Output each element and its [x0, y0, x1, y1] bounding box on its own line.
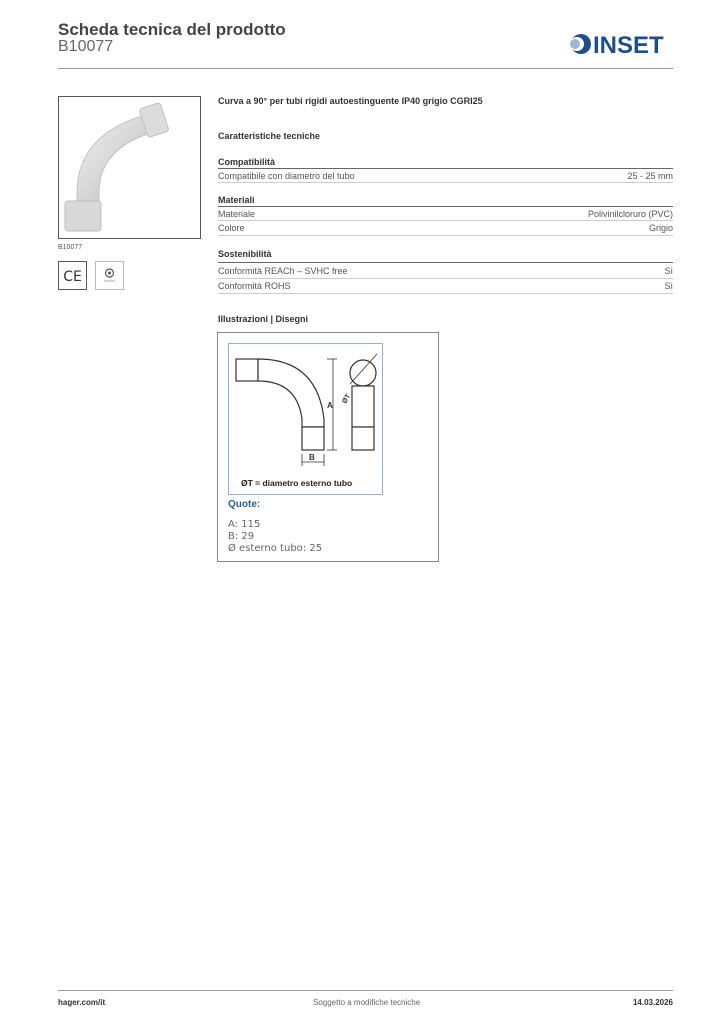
- spec-value: Sì: [664, 266, 673, 276]
- drawing-legend: ØT = diametro esterno tubo: [241, 478, 353, 488]
- page-title: Scheda tecnica del prodotto: [58, 20, 286, 39]
- specs-heading: Caratteristiche tecniche: [218, 131, 321, 141]
- spec-value: Polivinilcloruro (PVC): [587, 209, 673, 219]
- spec-label: Compatibile con diametro del tubo: [218, 171, 355, 181]
- row-divider: [218, 220, 673, 221]
- spec-label: Conformità REACh – SVHC free: [218, 266, 348, 276]
- section-divider: [218, 168, 673, 169]
- section-title-materials: Materiali: [218, 195, 255, 205]
- svg-text:CE: CE: [63, 269, 82, 285]
- drawing-frame: [228, 343, 383, 495]
- quote-line: B: 29: [228, 531, 255, 542]
- footer-date: 14.03.2026: [632, 998, 673, 1007]
- image-caption: B10077: [58, 244, 83, 251]
- illustrations-heading: Illustrazioni | Disegni: [218, 314, 309, 324]
- header-divider: [58, 68, 673, 69]
- spec-value: Sì: [664, 281, 673, 291]
- spec-label: Colore: [218, 223, 245, 233]
- certification-icon: [95, 261, 124, 290]
- spec-label: Conformità ROHS: [218, 281, 291, 291]
- product-code: B10077: [58, 38, 114, 55]
- quote-line: Ø esterno tubo: 25: [228, 543, 323, 554]
- section-title-sustainability: Sostenibilità: [218, 249, 272, 259]
- product-description: Curva a 90° per tubi rigidi autoestinguente IP40 grigio CGRI25: [218, 96, 483, 106]
- section-divider: [218, 206, 673, 207]
- dimension-t-label: ØT: [341, 393, 353, 405]
- spec-value: 25 - 25 mm: [627, 171, 673, 181]
- inset-logo: [569, 30, 673, 58]
- footer-divider: [58, 990, 673, 991]
- dimension-b-label: B: [309, 453, 315, 462]
- ce-mark-icon: [58, 261, 87, 290]
- section-title-compatibility: Compatibilità: [218, 157, 276, 167]
- bend-dimension-drawing: [229, 344, 382, 494]
- logo-text: INSET: [593, 32, 664, 58]
- row-divider: [218, 182, 673, 183]
- spec-value: Grigio: [648, 223, 673, 233]
- dimension-a-label: A: [327, 401, 333, 410]
- spec-label: Materiale: [218, 209, 256, 219]
- quote-line: A: 115: [228, 519, 261, 530]
- section-divider: [218, 262, 673, 263]
- footer-disclaimer: Soggetto a modifiche tecniche: [313, 998, 421, 1007]
- quote-title: Quote:: [228, 499, 261, 510]
- footer-website: hager.com/it: [58, 998, 106, 1007]
- pipe-bend-illustration: [59, 97, 200, 238]
- row-divider: [218, 278, 673, 279]
- technical-drawing: [217, 332, 439, 562]
- row-divider: [218, 235, 673, 236]
- product-image: [58, 96, 201, 239]
- row-divider: [218, 293, 673, 294]
